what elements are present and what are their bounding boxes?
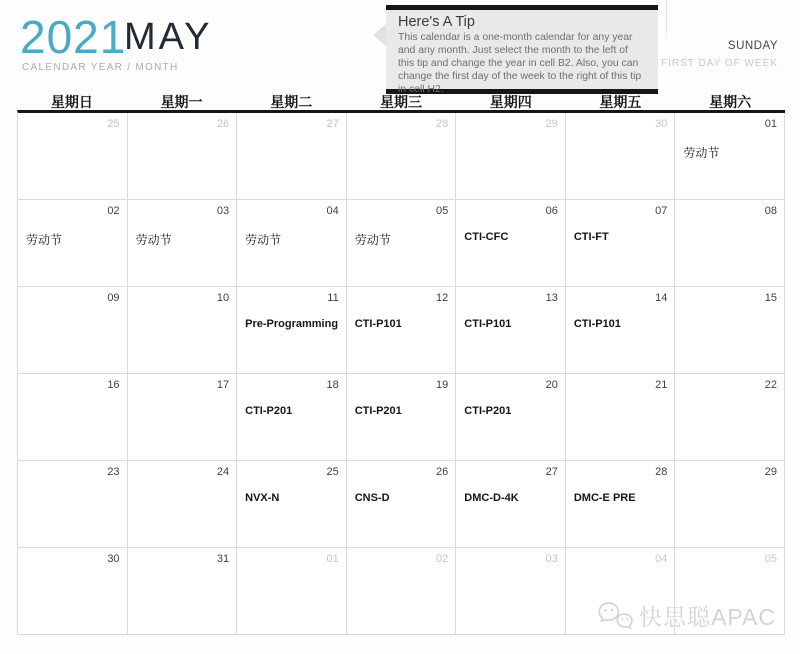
calendar-cell[interactable] (566, 287, 676, 374)
cell-date: 03 (545, 553, 558, 565)
calendar-cell[interactable] (237, 374, 347, 461)
cell-date: 11 (327, 292, 339, 304)
cell-date: 15 (764, 292, 777, 304)
calendar-cell[interactable] (566, 374, 676, 461)
first-day-of-week-value[interactable]: SUNDAY (727, 40, 778, 52)
calendar-cell[interactable] (456, 548, 566, 635)
cell-date: 17 (216, 379, 230, 391)
calendar-cell[interactable] (566, 461, 676, 548)
calendar-cell[interactable] (347, 113, 457, 200)
event-label: DMC-E PRE (573, 492, 636, 504)
cell-date: 02 (436, 553, 449, 565)
cell-date: 03 (216, 205, 230, 217)
calendar-grid (17, 110, 785, 635)
cell-date: 25 (107, 118, 120, 130)
calendar-year[interactable]: 2021 (20, 11, 127, 63)
cell-date: 31 (216, 553, 230, 565)
calendar-cell[interactable] (128, 548, 238, 635)
cell-date: 26 (216, 118, 230, 130)
cell-date: 05 (436, 205, 449, 217)
weekday-label: 星期五 (599, 94, 642, 110)
calendar-cell[interactable] (566, 200, 676, 287)
calendar-cell[interactable] (675, 374, 785, 461)
calendar-cell[interactable] (237, 548, 347, 635)
column-divider-line (666, 0, 667, 34)
calendar-cell[interactable] (128, 113, 238, 200)
calendar-cell[interactable] (237, 287, 347, 374)
event-label: CNS-D (354, 492, 390, 504)
cell-date: 04 (655, 553, 668, 565)
calendar-cell[interactable] (18, 113, 128, 200)
event-label: 劳动节 (683, 146, 720, 160)
calendar-cell[interactable] (237, 461, 347, 548)
cell-date: 19 (436, 379, 449, 391)
event-label: CTI-P101 (354, 318, 402, 330)
tip-body: This calendar is a one-month calendar for any year and any month. Just select the month to the left of this tip and change the year in cell B2. Also, you can change the first day of the week to the right of this tip in cell H2. (398, 32, 642, 95)
tip-title: Here's A Tip (398, 14, 475, 30)
calendar-month[interactable]: MAY (124, 16, 213, 58)
cell-date: 16 (107, 379, 120, 391)
calendar-cell[interactable] (347, 287, 457, 374)
event-label: CTI-P201 (354, 405, 402, 417)
cell-date: 02 (107, 205, 120, 217)
cell-date: 18 (326, 379, 339, 391)
cell-date: 27 (326, 118, 339, 130)
calendar-cell[interactable] (128, 287, 238, 374)
calendar-cell[interactable] (456, 461, 566, 548)
watermark (597, 599, 776, 632)
calendar-cell[interactable] (128, 200, 238, 287)
cell-date: 13 (545, 292, 558, 304)
event-label: Pre-Programming (245, 318, 339, 330)
calendar-cell[interactable] (347, 461, 457, 548)
cell-date: 27 (545, 466, 558, 478)
wechat-icon (597, 601, 634, 631)
event-label: 劳动节 (354, 233, 391, 247)
cell-date: 29 (545, 118, 558, 130)
calendar-year-month-label: CALENDAR YEAR / MONTH (22, 62, 179, 73)
calendar-cell[interactable] (18, 374, 128, 461)
cell-date: 06 (545, 205, 558, 217)
weekday-label: 星期一 (160, 94, 203, 110)
cell-date: 30 (655, 118, 668, 130)
cell-date: 08 (764, 205, 777, 217)
cell-date: 20 (545, 379, 558, 391)
cell-date: 28 (436, 118, 449, 130)
calendar-cell[interactable] (347, 200, 457, 287)
cell-date: 26 (436, 466, 449, 478)
cell-date: 29 (764, 466, 777, 478)
event-label: 劳动节 (26, 233, 63, 247)
cell-date: 01 (764, 118, 777, 130)
calendar-cell[interactable] (675, 200, 785, 287)
calendar-cell[interactable] (18, 548, 128, 635)
cell-date: 28 (655, 466, 668, 478)
weekday-label: 星期四 (489, 94, 532, 110)
cell-date: 07 (655, 205, 668, 217)
calendar-cell[interactable] (128, 461, 238, 548)
tip-callout (386, 5, 658, 94)
cell-date: 01 (326, 553, 339, 565)
calendar-cell[interactable] (456, 374, 566, 461)
cell-date: 12 (436, 292, 449, 304)
event-label: CTI-P101 (464, 318, 512, 330)
first-day-of-week-label: FIRST DAY OF WEEK (660, 58, 778, 69)
calendar-cell[interactable] (675, 287, 785, 374)
cell-date: 21 (655, 379, 668, 391)
calendar-cell[interactable] (456, 113, 566, 200)
tip-arrow-left-icon (373, 24, 386, 46)
event-label: 劳动节 (135, 233, 172, 247)
calendar-cell[interactable] (456, 200, 566, 287)
calendar-cell[interactable] (675, 461, 785, 548)
event-label: DMC-D-4K (464, 492, 519, 504)
cell-date: 09 (107, 292, 120, 304)
cell-date: 23 (107, 466, 120, 478)
event-label: NVX-N (245, 492, 280, 504)
weekday-label: 星期二 (270, 94, 313, 110)
cell-date: 22 (764, 379, 777, 391)
cell-date: 05 (764, 553, 777, 565)
cell-date: 25 (326, 466, 339, 478)
calendar-cell[interactable] (128, 374, 238, 461)
event-label: CTI-CFC (464, 231, 509, 243)
event-label: CTI-FT (573, 231, 609, 243)
cell-date: 14 (655, 292, 668, 304)
watermark-text: 快思聪APAC (639, 604, 776, 630)
weekday-label: 星期三 (379, 94, 422, 110)
weekday-header-row (17, 92, 785, 112)
calendar-cell[interactable] (18, 200, 128, 287)
calendar-cell[interactable] (675, 113, 785, 200)
calendar-cell[interactable] (18, 287, 128, 374)
cell-date: 24 (216, 466, 230, 478)
calendar-cell[interactable] (237, 113, 347, 200)
event-label: CTI-P201 (464, 405, 512, 417)
cell-date: 30 (107, 553, 120, 565)
cell-date: 04 (326, 205, 339, 217)
weekday-label: 星期日 (50, 94, 93, 110)
calendar-cell[interactable] (237, 200, 347, 287)
calendar-cell[interactable] (347, 548, 457, 635)
weekday-label: 星期六 (709, 94, 752, 110)
cell-date: 10 (216, 292, 230, 304)
event-label: CTI-P201 (245, 405, 293, 417)
calendar-cell[interactable] (566, 113, 676, 200)
event-label: 劳动节 (245, 233, 282, 247)
calendar-cell[interactable] (347, 374, 457, 461)
calendar-cell[interactable] (18, 461, 128, 548)
event-label: CTI-P101 (573, 318, 621, 330)
calendar-cell[interactable] (456, 287, 566, 374)
